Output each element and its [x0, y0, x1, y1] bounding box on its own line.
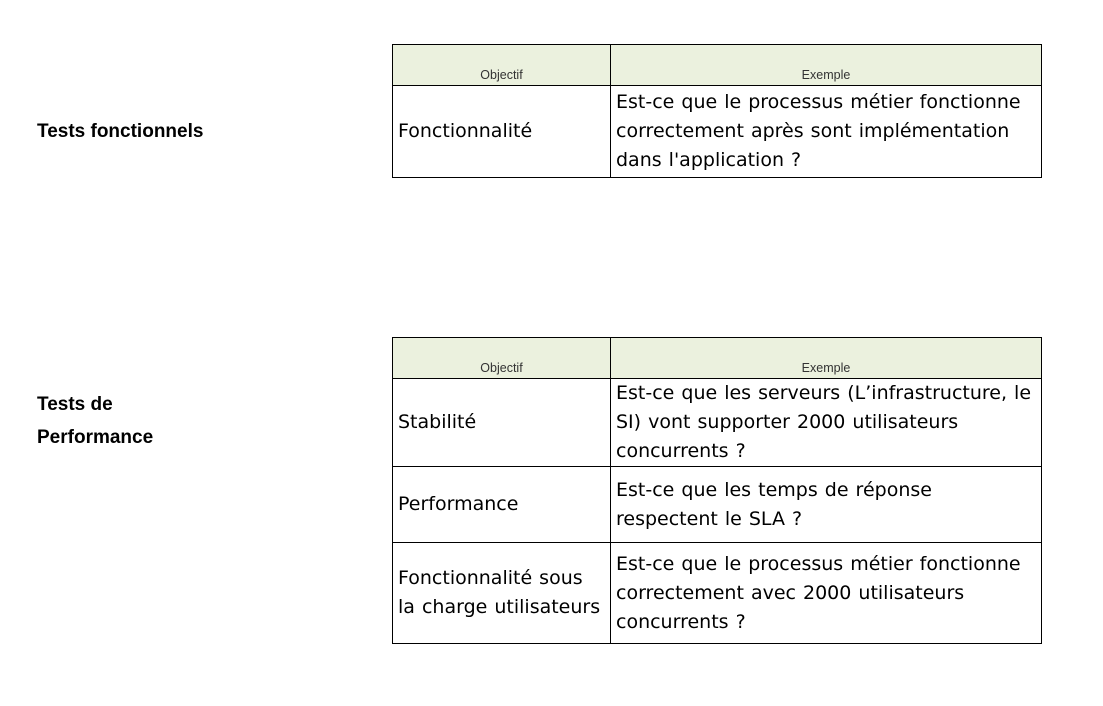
header-objective: Objectif: [393, 338, 611, 379]
table-row: [393, 379, 1042, 467]
objective-cell: Fonctionnalité sous la charge utilisateurs: [393, 543, 611, 644]
table-header-row: [393, 45, 1042, 86]
header-example: Exemple: [611, 45, 1042, 86]
example-cell: Est-ce que le processus métier fonctionne correctement avec 2000 utilisateurs concurrents ?: [611, 543, 1042, 644]
table-header-row: [393, 338, 1042, 379]
section-label-text: Tests de Performance: [37, 394, 154, 448]
performance-tests-table: [392, 337, 1042, 644]
section-label-text: Tests fonctionnels: [37, 121, 204, 142]
objective-cell: Performance: [393, 467, 611, 543]
example-cell: Est-ce que les temps de réponse respectent le SLA ?: [611, 467, 1042, 543]
example-cell: Est-ce que les serveurs (L’infrastructure, le SI) vont supporter 2000 utilisateurs concurrents ?: [611, 379, 1042, 467]
table-row: [393, 467, 1042, 543]
section-label-performance-tests: [37, 388, 207, 454]
table-row: [393, 543, 1042, 644]
example-cell: Est-ce que le processus métier fonctionne correctement après sont implémentation dans l'application ?: [611, 86, 1042, 178]
objective-cell: Fonctionnalité: [393, 86, 611, 178]
table-row: [393, 86, 1042, 178]
section-label-functional-tests: [37, 115, 203, 148]
objective-cell: Stabilité: [393, 379, 611, 467]
header-objective: Objectif: [393, 45, 611, 86]
functional-tests-table: [392, 44, 1042, 178]
header-example: Exemple: [611, 338, 1042, 379]
